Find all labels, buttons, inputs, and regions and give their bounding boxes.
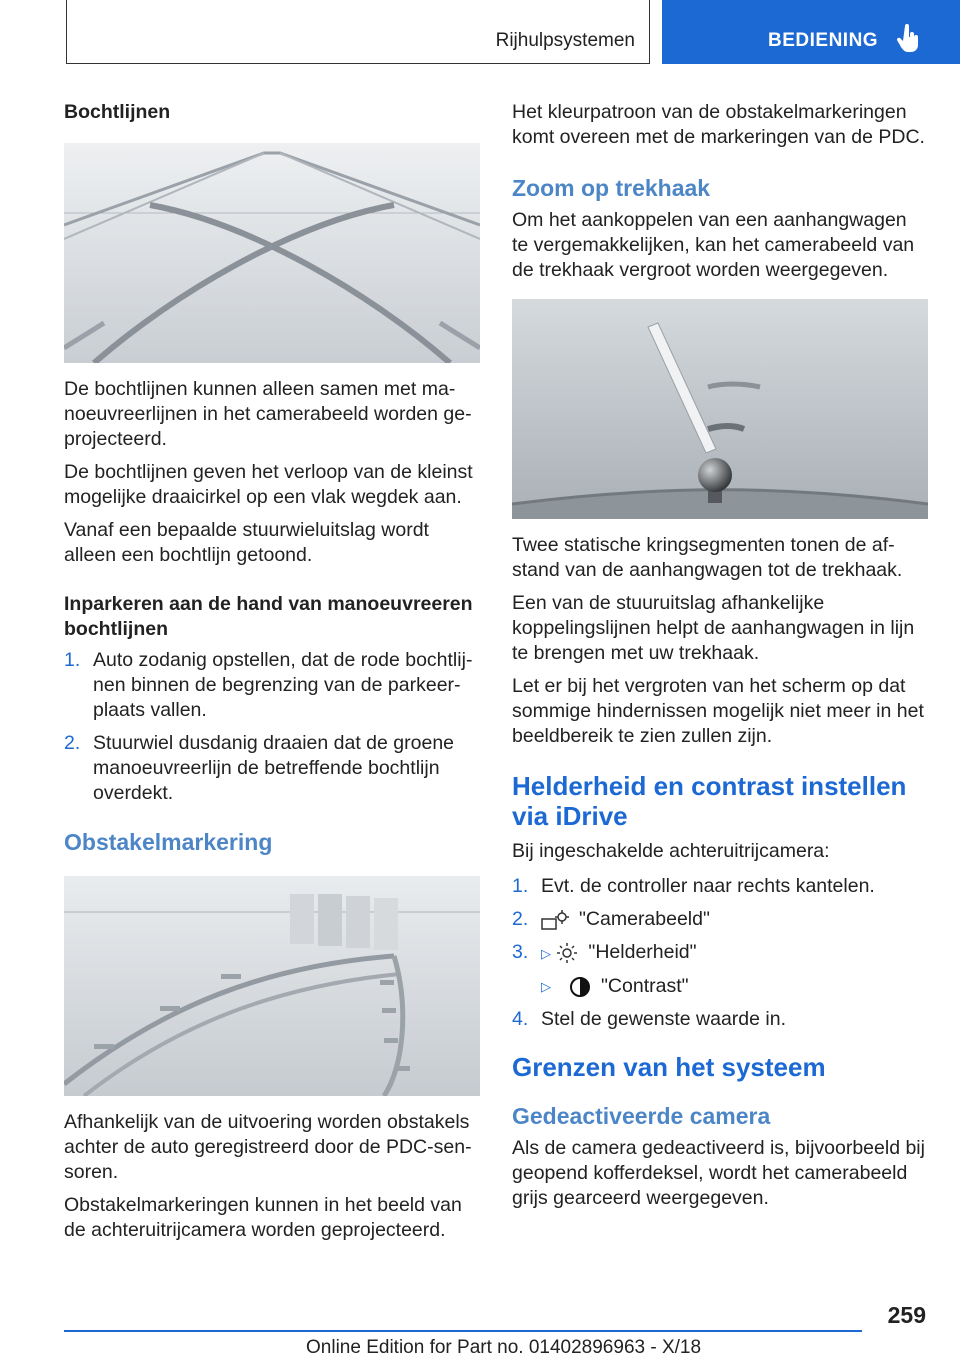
heading-bochtlijnen: Bochtlijnen <box>64 101 171 123</box>
list-item <box>512 874 928 899</box>
figure-obstacle-markers <box>64 876 480 1096</box>
list-item <box>64 648 480 723</box>
triangle-bullet-icon: ▷ <box>541 946 551 961</box>
list-number: 1. <box>512 875 529 897</box>
menu-label-helderheid: "Helderheid" <box>588 941 697 963</box>
paragraph: Een van de stuuruitslag afhankelijke koppelingslijnen helpt de aanhangwagen in lijn te brengen met uw trekhaak. <box>512 592 915 664</box>
list-item <box>512 907 928 932</box>
steps-list <box>64 648 480 806</box>
left-column <box>64 100 480 1251</box>
paragraph: Afhankelijk van de uitvoering worden obstakels achter de auto geregistreerd door de PDC-sensoren. <box>64 1111 472 1183</box>
paragraph: Als de camera gedeactiveerd is, bijvoorbeeld bij geopend kofferdeksel, wordt het camerabeeld grijs gearceerd weergegeven. <box>512 1137 925 1209</box>
paragraph: Vanaf een bepaalde stuurwieluitslag wordt alleen een bochtlijn getoond. <box>64 519 429 566</box>
list-subitem <box>512 974 928 999</box>
figure-tow-hitch <box>512 299 928 519</box>
list-number: 2. <box>64 732 81 754</box>
paragraph: Obstakelmarkeringen kunnen in het beeld van de achteruitrijcamera worden geprojecteerd. <box>64 1194 462 1241</box>
paragraph: Let er bij het vergroten van het scherm op dat sommige hindernissen mogelijk niet meer in het beeldbereik te zien zullen zijn. <box>512 675 924 747</box>
heading-zoom-trekhaak: Zoom op trekhaak <box>512 175 711 201</box>
paragraph: De bochtlijnen kunnen alleen samen met manoeuvreerlijnen in het camerabeeld worden geprojecteerd. <box>64 378 472 450</box>
triangle-bullet-icon: ▷ <box>541 979 551 994</box>
list-number: 1. <box>64 649 81 671</box>
header-tab-label: BEDIENING <box>768 30 879 51</box>
paragraph: Twee statische kringsegmenten tonen de afstand van de aanhangwagen tot de trekhaak. <box>512 534 903 581</box>
right-column <box>512 100 928 1219</box>
menu-label-camerabeeld: "Camerabeeld" <box>579 908 710 930</box>
header-section-box <box>66 0 650 64</box>
list-number: 4. <box>512 1008 529 1030</box>
page-number: 259 <box>887 1302 926 1328</box>
paragraph: Om het aankoppelen van een aanhangwagen te vergemakkelijken, kan het camerabeeld van de trekhaak vergroot worden weergegeven. <box>512 209 915 281</box>
list-text: Stuurwiel dusdanig draaien dat de groene manoeuvreerlijn de betreffende bochtlijn overdekt. <box>93 732 455 804</box>
heading-inparkeren: Inparkeren aan de hand van manoeuvreeren bochtlijnen <box>64 593 473 640</box>
header-section-title: Rijhulpsystemen <box>495 30 635 51</box>
heading-obstakelmarkering: Obstakelmarkering <box>64 829 273 855</box>
heading-gedeactiveerde-camera: Gedeactiveerde camera <box>512 1103 771 1129</box>
heading-grenzen-systeem: Grenzen van het systeem <box>512 1052 826 1082</box>
paragraph: Het kleurpatroon van de obstakelmarkeringen komt overeen met de markeringen van de PDC. <box>512 101 925 148</box>
contrast-icon <box>569 976 591 998</box>
list-number: 2. <box>512 908 529 930</box>
list-text: Stel de gewenste waarde in. <box>541 1008 786 1030</box>
heading-helderheid-contrast: Helderheid en contrast instellen via iDrive <box>512 771 907 831</box>
camera-settings-icon <box>541 909 569 931</box>
footer-edition: Online Edition for Part no. 01402896963 - X/18 <box>306 1337 702 1358</box>
figure-curve-lines <box>64 143 480 363</box>
hand-pointer-icon <box>896 24 922 54</box>
menu-label-contrast: "Contrast" <box>601 975 689 997</box>
header-tab <box>662 0 960 64</box>
list-item <box>64 731 480 806</box>
paragraph: De bochtlijnen geven het verloop van de kleinst mogelijke draaicirkel op een vlak wegdek aan. <box>64 461 473 508</box>
list-item <box>512 1007 928 1032</box>
list-item <box>512 940 928 966</box>
footer-divider <box>64 1330 862 1332</box>
list-number: 3. <box>512 941 529 963</box>
list-text: Evt. de controller naar rechts kantelen. <box>541 875 875 897</box>
sun-icon <box>556 942 578 964</box>
paragraph: Bij ingeschakelde achteruitrijcamera: <box>512 840 830 862</box>
list-text: Auto zodanig opstellen, dat de rode bochtlijnen binnen de begrenzing van de parkeerplaats vallen. <box>93 649 473 721</box>
